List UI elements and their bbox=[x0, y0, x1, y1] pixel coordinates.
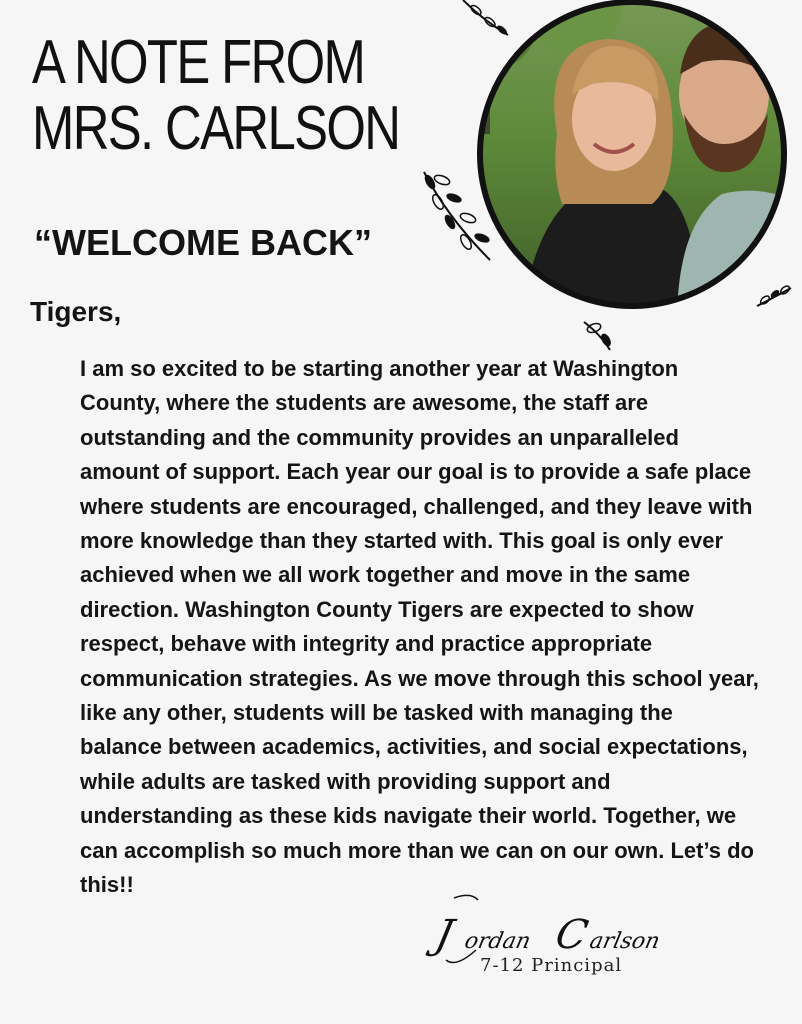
page-title bbox=[32, 30, 399, 162]
couple-photo bbox=[462, 0, 802, 324]
svg-text:C: C bbox=[551, 910, 593, 958]
svg-text:ordan: ordan bbox=[462, 928, 533, 954]
leaf-branch-right-icon bbox=[755, 282, 791, 310]
welcome-subtitle: “WELCOME BACK” bbox=[34, 222, 372, 263]
leaf-branch-left-icon bbox=[418, 168, 498, 264]
svg-text:J: J bbox=[431, 910, 458, 958]
leaf-branch-bottom-icon bbox=[580, 318, 620, 354]
title-line-2: MRS. CARLSON bbox=[32, 94, 400, 163]
title-line-1: A NOTE FROM bbox=[32, 28, 365, 97]
greeting: Tigers, bbox=[30, 296, 122, 327]
letter-body: I am so excited to be starting another year at Washington County, where the students are awesome, the staff are outstanding and the community provides an unparalleled amount of support. Each year our goal is to provide a safe place where students are encouraged, challenged, and they leave with more knowledge than they started with. This goal is only ever achieved when we all work together and move in the same direction. Washington County Tigers are expected to show respect, behave with integrity and practice appropriate communication strategies. As we move through this school year, like any other, students will be tasked with managing the balance between academics, activities, and social expectations, while adults are tasked with providing support and understanding as these kids navigate their world. Together, we can accomplish so much more than we can on our own. Let’s do this!! bbox=[80, 356, 759, 898]
leaf-branch-top-icon bbox=[458, 0, 518, 40]
photo-container bbox=[462, 0, 802, 340]
svg-text:arlson: arlson bbox=[587, 928, 663, 954]
signature-title: 7-12 Principal bbox=[480, 955, 623, 976]
